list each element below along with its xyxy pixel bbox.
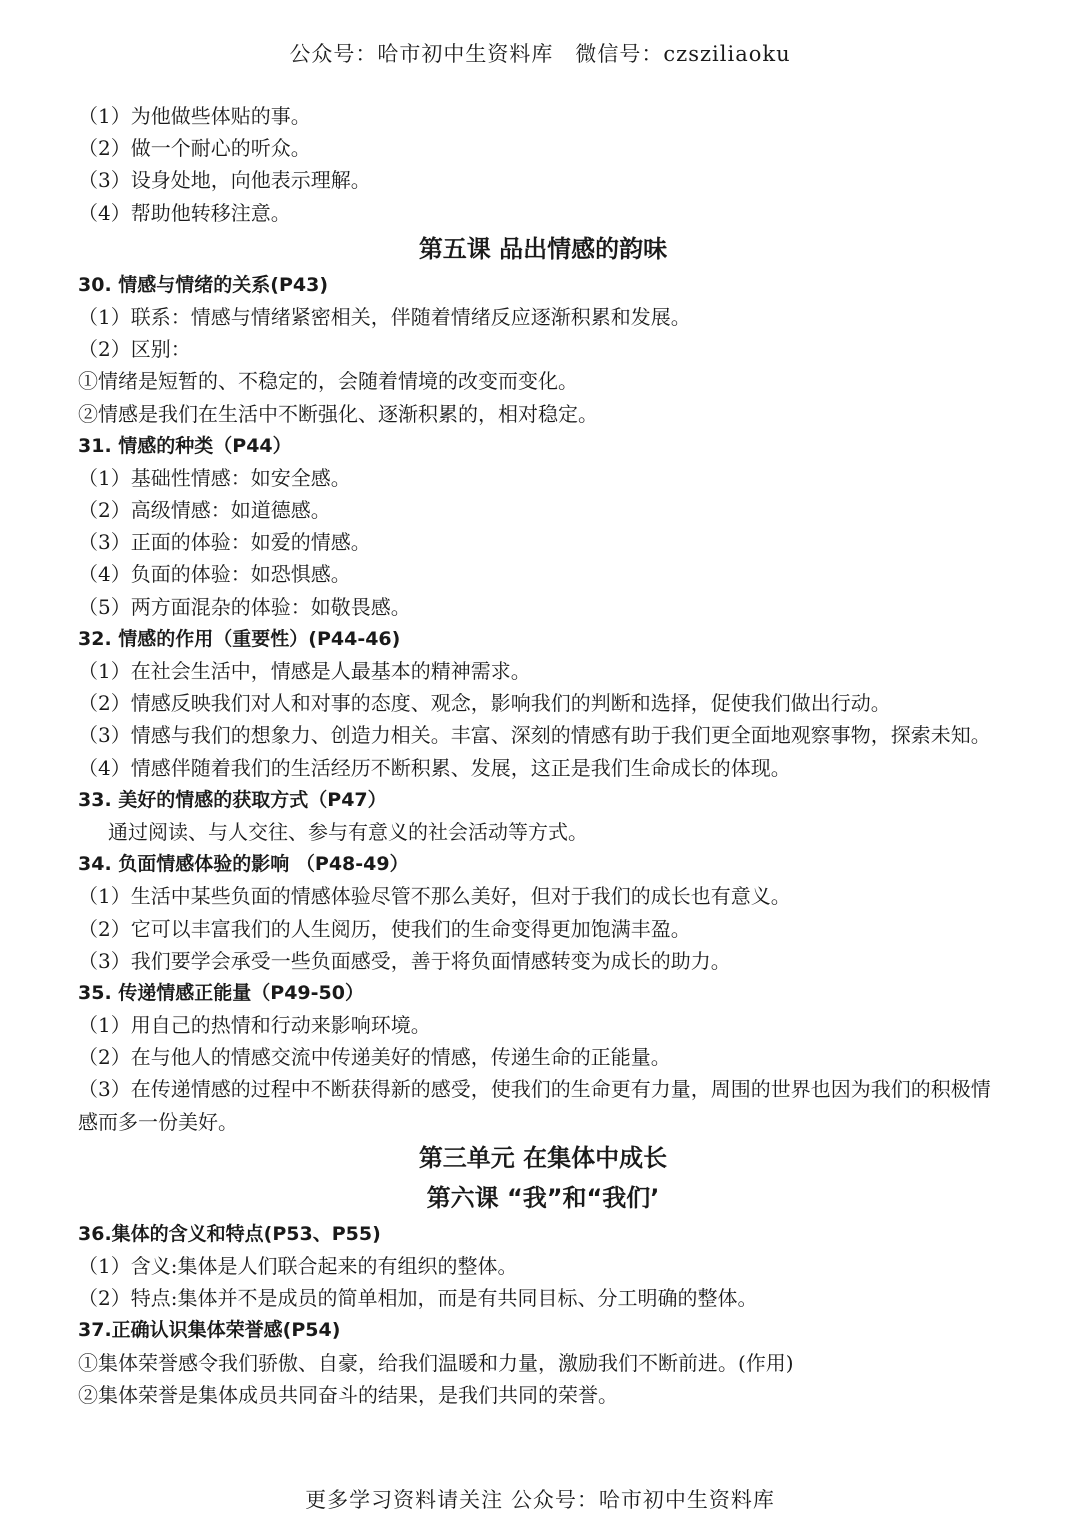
list-item: ①集体荣誉感令我们骄傲、自豪，给我们温暖和力量，激励我们不断前进。(作用): [78, 1350, 794, 1375]
list-item: （3）设身处地，向他表示理解。: [78, 168, 371, 193]
list-item: （1）基础性情感：如安全感。: [78, 465, 351, 490]
list-item: （4）负面的体验：如恐惧感。: [78, 562, 351, 587]
list-item: ①情绪是短暂的、不稳定的，会随着情境的改变而变化。: [78, 369, 578, 394]
section-34-heading: 34. 负面情感体验的影响 （P48-49）: [78, 853, 409, 876]
lesson-5-title: 第五课 品出情感的韵味: [418, 234, 668, 263]
list-item: （3）正面的体验：如爱的情感。: [78, 530, 371, 555]
list-item: （1）联系：情感与情绪紧密相关，伴随着情绪反应逐渐积累和发展。: [78, 304, 691, 329]
list-item: （2）在与他人的情感交流中传递美好的情感，传递生命的正能量。: [78, 1045, 671, 1070]
page-header: 公众号：哈市初中生资料库 微信号：czsziliaoku: [289, 42, 791, 66]
list-item: （3）我们要学会承受一些负面感受，善于将负面情感转变为成长的助力。: [78, 948, 731, 973]
section-32-heading: 32. 情感的作用（重要性）(P44-46): [78, 627, 401, 650]
section-30-heading: 30. 情感与情绪的关系(P43): [78, 273, 329, 296]
section-31-heading: 31. 情感的种类（P44）: [78, 434, 292, 457]
list-item: （1）用自己的热情和行动来影响环境。: [78, 1013, 431, 1038]
section-37-heading: 37.正确认识集体荣誉感(P54): [78, 1319, 341, 1342]
list-item: （2）它可以丰富我们的人生阅历，使我们的生命变得更加饱满丰盈。: [78, 916, 691, 941]
list-item: （2）情感反映我们对人和对事的态度、观念，影响我们的判断和选择，促使我们做出行动。: [78, 691, 891, 716]
list-item: （2）高级情感：如道德感。: [78, 498, 331, 523]
section-36-heading: 36.集体的含义和特点(P53、P55): [78, 1222, 381, 1245]
document-body: [78, 100, 1008, 1411]
list-item: ②情感是我们在生活中不断强化、逐渐积累的，相对稳定。: [78, 401, 598, 426]
list-item: （3）在传递情感的过程中不断获得新的感受，使我们的生命更有力量，周围的世界也因为我们的积极情感而多一份美好。: [78, 1077, 991, 1134]
list-item: （2）区别：: [78, 337, 191, 362]
list-item: （2）做一个耐心的听众。: [78, 136, 311, 161]
lesson-6-title: 第六课 “我”和“我们’: [426, 1183, 660, 1212]
list-item: （3）情感与我们的想象力、创造力相关。丰富、深刻的情感有助于我们更全面地观察事物，探索未知。: [78, 723, 991, 748]
list-item: （1）在社会生活中，情感是人最基本的精神需求。: [78, 659, 531, 683]
list-item: （1）为他做些体贴的事。: [78, 104, 311, 128]
unit-3-title: 第三单元 在集体中成长: [418, 1143, 668, 1172]
section-35-heading: 35. 传递情感正能量（P49-50）: [78, 981, 364, 1004]
list-item: （2）特点:集体并不是成员的简单相加，而是有共同目标、分工明确的整体。: [78, 1286, 758, 1311]
page-footer: 更多学习资料请关注 公众号：哈市初中生资料库: [305, 1488, 775, 1512]
list-item: （1）含义:集体是人们联合起来的有组织的整体。: [78, 1254, 518, 1279]
list-item: （4）帮助他转移注意。: [78, 200, 291, 225]
list-item: ②集体荣誉是集体成员共同奋斗的结果，是我们共同的荣誉。: [78, 1382, 618, 1407]
section-33-heading: 33. 美好的情感的获取方式（P47）: [78, 788, 387, 811]
list-item: （4）情感伴随着我们的生活经历不断积累、发展，这正是我们生命成长的体现。: [78, 755, 791, 780]
list-item: （5）两方面混杂的体验：如敬畏感。: [78, 594, 411, 619]
section-33-body: 通过阅读、与人交往、参与有意义的社会活动等方式。: [108, 819, 588, 844]
list-item: （1）生活中某些负面的情感体验尽管不那么美好，但对于我们的成长也有意义。: [78, 884, 791, 909]
